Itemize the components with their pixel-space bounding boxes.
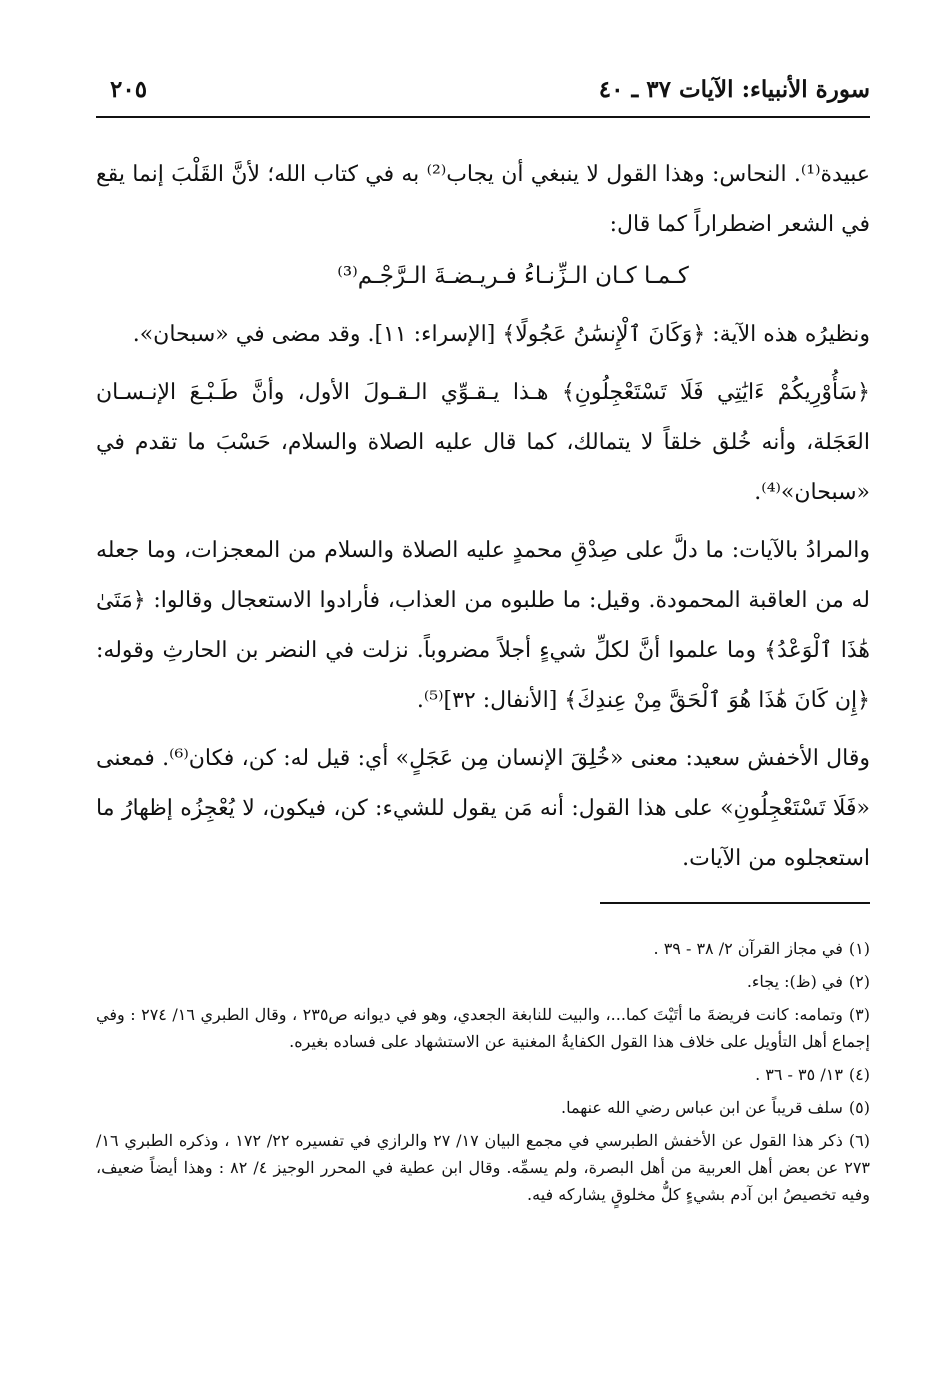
- poetry-verse: كـمـا كـان الـزِّنـاءُ فـريـضـةَ الـرَّجْـم⁽³⁾: [337, 263, 689, 289]
- footnote-text: في (ظ): يجاء.: [746, 972, 843, 991]
- footnote-item: [96, 1127, 870, 1208]
- footnote-item: [96, 1001, 870, 1055]
- page-header: [96, 70, 870, 118]
- footnote-text: وتمامه: كانت فريضةَ ما أتَيْتَ كما...، والبيت للنابغة الجعدي، وهو في ديوانه ص٢٣٥ ، وقال الطبري ١٦/ ٢٧٤ : وفي إجماع أهل التأويل على خلاف هذا القول الكفايةُ المغنية عن الاستشهاد على فساده بغيره.: [96, 1005, 870, 1051]
- paragraph-1: عبيدة⁽¹⁾. النحاس: وهذا القول لا ينبغي أن يجاب⁽²⁾ به في كتاب الله؛ لأنَّ القَلْبَ إنما يقع في الشعر اضطراراً كما قال:: [96, 162, 870, 237]
- running-title: سورة الأنبياء: الآيات ٣٧ ـ ٤٠: [598, 76, 870, 103]
- footnote-item: [96, 1094, 870, 1121]
- footnote-number: (٢): [848, 972, 870, 991]
- footnote-divider: [600, 902, 870, 904]
- footnote-number: (١): [848, 939, 870, 958]
- page-number: ٢٠٥: [110, 76, 148, 103]
- paragraph-4: والمرادُ بالآيات: ما دلَّ على صِدْقِ محمدٍ عليه الصلاة والسلام من المعجزات، وما جعله له من العاقبة المحمودة. وقيل: ما طلبوه من العذاب، فأرادوا الاستعجال وقالوا: ﴿مَتَىٰ هَٰذَا ٱلْوَعْدُ﴾ وما علموا أنَّ لكلِّ شيءٍ أجلاً مضروباً. نزلت في النضر بن الحارثِ وقوله: ﴿إِن كَانَ هَٰذَا هُوَ ٱلْحَقَّ مِنْ عِندِكَ﴾ [الأنفال: ٣٢]⁽⁵⁾.: [96, 538, 870, 713]
- footnote-item: [96, 968, 870, 995]
- footnote-text: ذكر هذا القول عن الأخفش الطبرسي في مجمع البيان ١٧/ ٢٧ والرازي في تفسيره ٢٢/ ١٧٢ ، وذكره الطبري ١٦/ ٢٧٣ عن بعض أهل العربية من أهل البصرة، ولم يسمِّه. وقال ابن عطية في المحرر الوجيز ٤/ ٨٢ : وهذا أيضاً ضعيف، وفيه تخصيصُ ابن آدم بشيءٍ كلُّ مخلوقٍ يشاركه فيه.: [96, 1131, 870, 1204]
- footnote-number: (٦): [848, 1131, 871, 1150]
- footnote-item: [96, 1061, 870, 1088]
- footnote-number: (٣): [848, 1005, 871, 1024]
- footnote-text: ١٣/ ٣٥ - ٣٦ .: [755, 1065, 843, 1084]
- footnote-item: [96, 935, 870, 962]
- footnote-number: (٥): [848, 1098, 870, 1117]
- footnote-text: في مجاز القرآن ٢/ ٣٨ - ٣٩ .: [653, 939, 843, 958]
- paragraph-3: ﴿سَأُوْرِيكُمْ ءَايَٰتِي فَلَا تَسْتَعْجِلُونِ﴾ هـذا يـقـوِّي الـقـولَ الأول، وأنَّ طَـبْـعَ الإنـسـان العَجَلة، وأنه خُلق خلقاً لا يتمالك، كما قال عليه الصلاة والسلام، حَسْبَ ما تقدم في «سبحان»⁽⁴⁾.: [96, 380, 870, 505]
- footnote-text: سلف قريباً عن ابن عباس رضي الله عنهما.: [561, 1098, 843, 1117]
- main-text: [96, 150, 870, 884]
- footnotes: [96, 935, 870, 1214]
- paragraph-5: وقال الأخفش سعيد: معنى «خُلِقَ الإنسان مِن عَجَلٍ» أي: قيل له: كن، فكان⁽⁶⁾. فمعنى «فَلَا تَسْتَعْجِلُونِ» على هذا القول: أنه مَن يقول للشيء: كن، فيكون، لا يُعْجِزُه إظهارُ ما استعجلوه من الآيات.: [96, 746, 870, 871]
- footnote-number: (٤): [848, 1065, 870, 1084]
- paragraph-2: ونظيرُه هذه الآية: ﴿وَكَانَ ٱلْإِنسَٰنُ عَجُولًا﴾ [الإسراء: ١١]. وقد مضى في «سبحان».: [132, 322, 870, 347]
